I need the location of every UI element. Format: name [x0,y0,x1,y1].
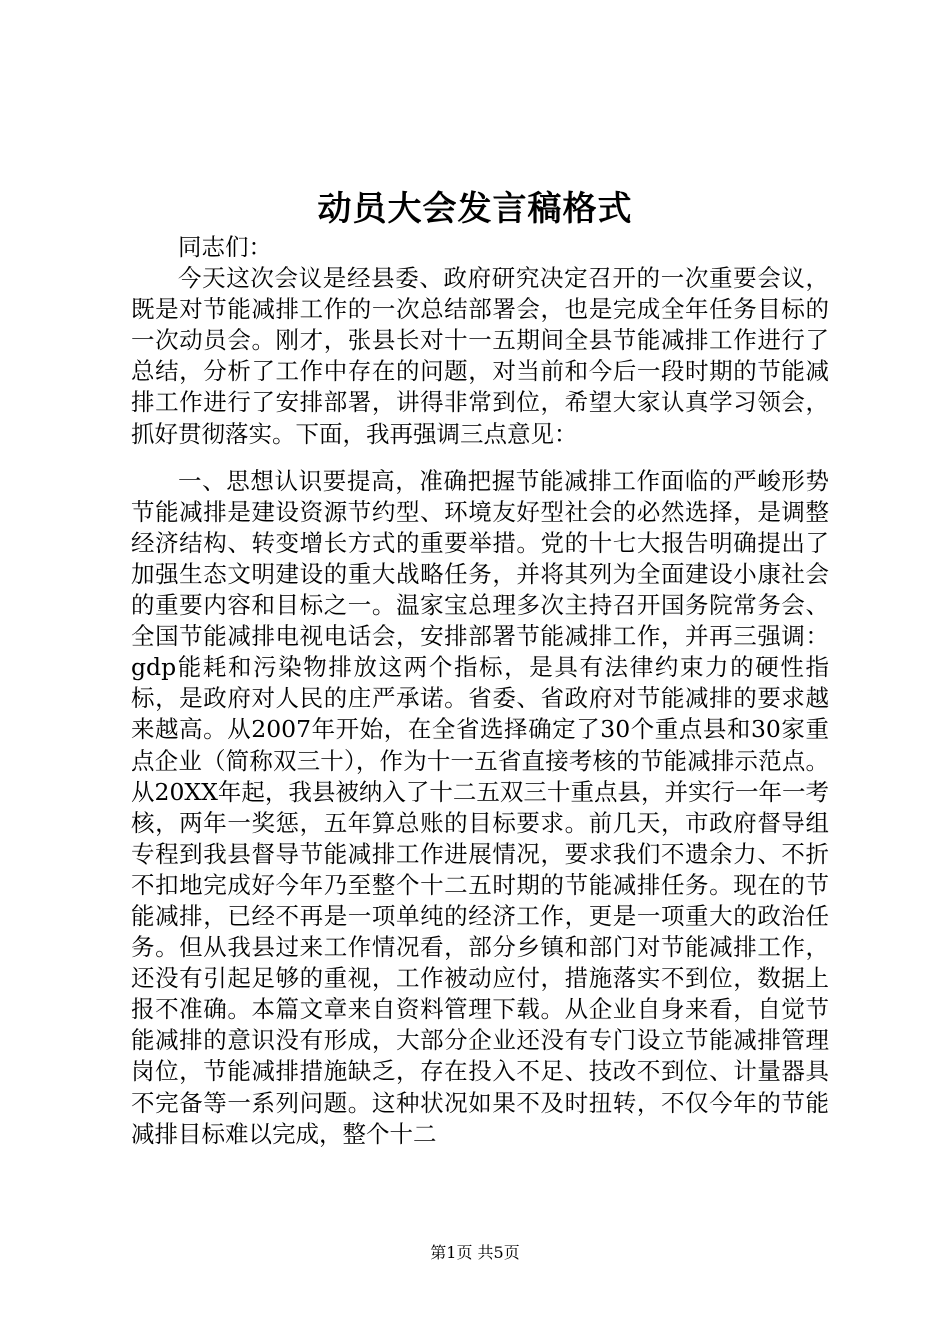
document-title: 动员大会发言稿格式 [317,189,633,229]
page-number-footer: 第1页 共5页 [430,1243,520,1262]
paragraph-intro: 今天这次会议是经县委、政府研究决定召开的一次重要会议，既是对节能减排工作的一次总结部署会，也是完成全年任务目标的一次动员会。刚才，张县长对十一五期间全县节能减排工作进行了总结，分析了工作中存在的问题，对当前和今后一段时期的节能减排工作进行了安排部署，讲得非常到位，希望大家认真学习领会，抓好贯彻落实。下面，我再强调三点意见： [131,264,829,448]
paragraph-section-one: 一、思想认识要提高，准确把握节能减排工作面临的严峻形势节能减排是建设资源节约型、环境友好型社会的必然选择，是调整经济结构、转变增长方式的重要举措。党的十七大报告明确提出了加强生态文明建设的重大战略任务，并将其列为全面建设小康社会的重要内容和目标之一。温家宝总理多次主持召开国务院常务会、全国节能减排电视电话会，安排部署节能减排工作，并再三强调：gdp能耗和污染物排放这两个指标，是具有法律约束力的硬性指标，是政府对人民的庄严承诺。省委、省政府对节能减排的要求越来越高。从2007年开始，在全省选择确定了30个重点县和30家重点企业（简称双三十），作为十一五省直接考核的节能减排示范点。从20XX年起，我县被纳入了十二五双三十重点县，并实行一年一考核，两年一奖惩，五年算总账的目标要求。前几天，市政府督导组专程到我县督导节能减排工作进展情况，要求我们不遗余力、不折不扣地完成好今年乃至整个十二五时期的节能减排任务。现在的节能减排，已经不再是一项单纯的经济工作，更是一项重大的政治任务。但从我县过来工作情况看，部分乡镇和部门对节能减排工作，还没有引起足够的重视，工作被动应付，措施落实不到位，数据上报不准确。本篇文章来自资料管理下载。从企业自身来看，自觉节能减排的意识没有形成，大部分企业还没有专门设立节能减排管理岗位，节能减排措施缺乏，存在投入不足、技改不到位、计量器具不完备等一系列问题。这种状况如果不及时扭转，不仅今年的节能减排目标难以完成，整个十二 [131,466,829,1148]
document-body [131,232,829,1150]
salutation: 同志们： [178,233,272,261]
